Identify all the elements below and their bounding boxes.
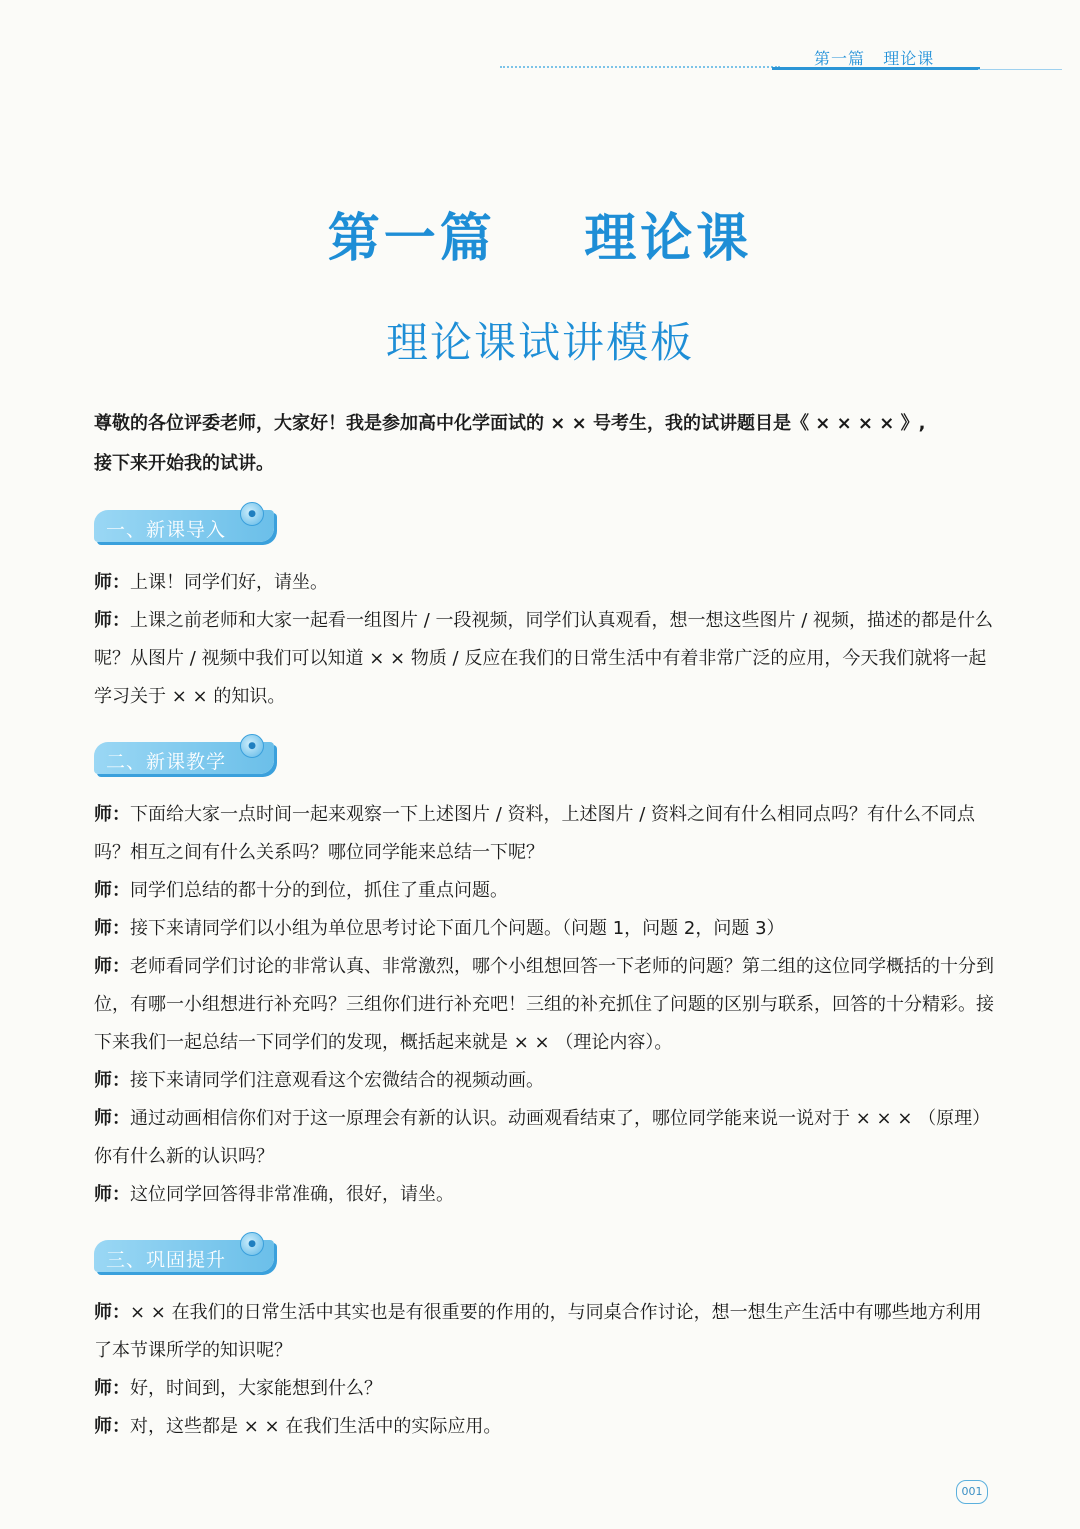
- dialogue-text: 通过动画相信你们对于这一原理会有新的认识。动画观看结束了，哪位同学能来说一说对于 × × × （原理）你有什么新的认识吗？: [94, 1108, 991, 1167]
- dialogue-text: 好，时间到，大家能想到什么？: [130, 1378, 382, 1399]
- section-badge: [94, 738, 278, 778]
- speaker-label: 师：: [94, 1070, 130, 1091]
- speaker-label: 师：: [94, 1416, 130, 1437]
- header-dotted-rule: [500, 66, 780, 68]
- dialogue-text: 接下来请同学们注意观看这个宏微结合的视频动画。: [130, 1070, 544, 1091]
- running-title: 第一篇 理论课: [814, 49, 935, 68]
- speaker-label: 师：: [94, 1302, 130, 1323]
- dialogue-line: [94, 564, 994, 602]
- section-new-lesson-intro: [94, 506, 994, 716]
- dialogue-text: × × 在我们的日常生活中其实也是有很重要的作用的，与同桌合作讨论，想一想生产生活中有哪些地方利用了本节课所学的知识呢？: [94, 1302, 982, 1361]
- dialogue-text: 上课之前老师和大家一起看一组图片 / 一段视频，同学们认真观看，想一想这些图片 / 视频，描述的都是什么呢？从图片 / 视频中我们可以知道 × × 物质 / 反应在我们的日常生活中有着非常广泛的应用，今天我们就将一起学习关于 × × 的知识。: [94, 610, 994, 707]
- section-consolidation: [94, 1236, 994, 1446]
- dialogue-line: [94, 910, 994, 948]
- section-title: 理论课试讲模板: [385, 318, 694, 367]
- section-badge: [94, 506, 278, 546]
- speaker-label: 师：: [94, 804, 130, 825]
- chapter-title: 第一篇 理论课: [327, 208, 753, 269]
- speaker-label: 师：: [94, 1378, 130, 1399]
- dialogue-line: [94, 872, 994, 910]
- speaker-label: 师：: [94, 1184, 130, 1205]
- intro-line: 尊敬的各位评委老师，大家好！我是参加高中化学面试的 × × 号考生，我的试讲题目是《 × × × × 》,: [94, 413, 926, 434]
- dialogue-text: 上课！同学们好，请坐。: [130, 572, 328, 593]
- badge-label: 一、新课导入: [106, 519, 227, 541]
- section-badge: [94, 1236, 278, 1276]
- dialogue-text: 这位同学回答得非常准确，很好，请坐。: [130, 1184, 454, 1205]
- intro-paragraph: [94, 404, 994, 484]
- dialogue-text: 下面给大家一点时间一起来观察一下上述图片 / 资料，上述图片 / 资料之间有什么相同点吗？有什么不同点吗？相互之间有什么关系吗？哪位同学能来总结一下呢？: [94, 804, 976, 863]
- section-new-lesson-teaching: [94, 738, 994, 1214]
- badge-label: 二、新课教学: [106, 751, 227, 773]
- dialogue-line: [94, 1176, 994, 1214]
- speaker-label: 师：: [94, 956, 130, 977]
- dialogue-line: [94, 948, 994, 1062]
- dialogue-line: [94, 1062, 994, 1100]
- dialogue-line: [94, 796, 994, 872]
- speaker-label: 师：: [94, 1108, 130, 1129]
- dialogue-line: [94, 1100, 994, 1176]
- dialogue-text: 老师看同学们讨论的非常认真、非常激烈，哪个小组想回答一下老师的问题？第二组的这位同学概括的十分到位，有哪一小组想进行补充吗？三组你们进行补充吧！三组的补充抓住了问题的区别与联系，回答的十分精彩。接下来我们一起总结一下同学们的发现，概括起来就是 × × （理论内容）。: [94, 956, 994, 1053]
- speaker-label: 师：: [94, 880, 130, 901]
- dialogue-line: [94, 1408, 994, 1446]
- speaker-label: 师：: [94, 610, 130, 631]
- badge-circle-icon: ●: [240, 734, 264, 758]
- dialogue-line: [94, 1370, 994, 1408]
- dialogue-text: 同学们总结的都十分的到位，抓住了重点问题。: [130, 880, 508, 901]
- header-thin-rule: [978, 69, 1062, 70]
- badge-circle-icon: ●: [240, 502, 264, 526]
- page-number: 001: [956, 1480, 988, 1504]
- dialogue-line: [94, 1294, 994, 1370]
- speaker-label: 师：: [94, 572, 130, 593]
- dialogue-line: [94, 602, 994, 716]
- badge-label: 三、巩固提升: [106, 1249, 227, 1271]
- speaker-label: 师：: [94, 918, 130, 939]
- badge-circle-icon: ●: [240, 1232, 264, 1256]
- dialogue-text: 对，这些都是 × × 在我们生活中的实际应用。: [130, 1416, 502, 1437]
- dialogue-text: 接下来请同学们以小组为单位思考讨论下面几个问题。（问题 1，问题 2，问题 3）: [130, 918, 785, 939]
- intro-line: 接下来开始我的试讲。: [94, 453, 274, 474]
- running-header: [500, 46, 1060, 76]
